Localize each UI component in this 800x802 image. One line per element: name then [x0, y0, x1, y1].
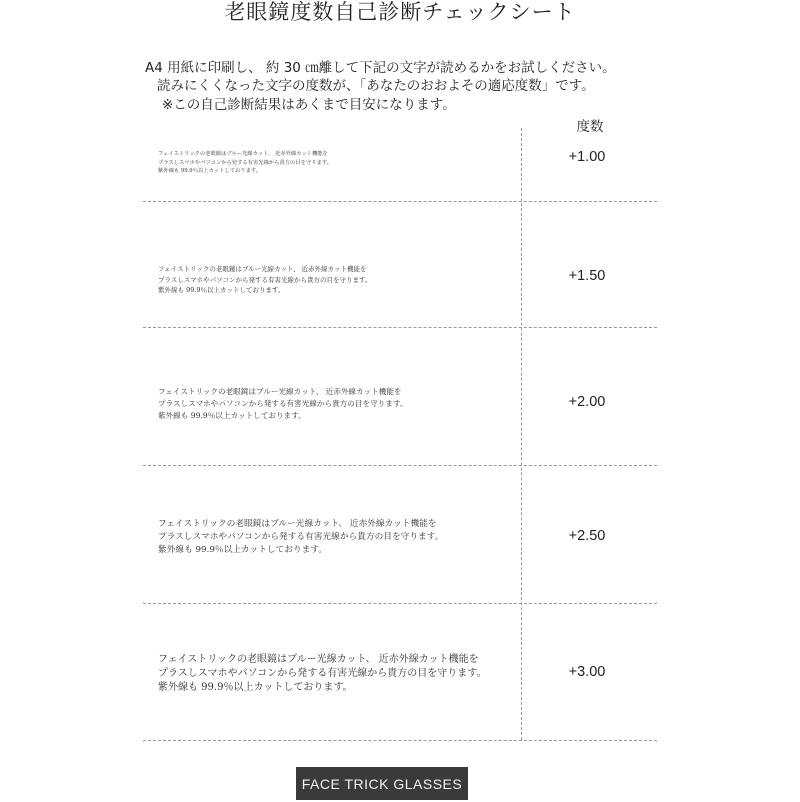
row-divider: [143, 740, 657, 741]
sample-line: フェイストリックの老眼鏡はブルー光線カット、 近赤外線カット機能を: [158, 519, 437, 529]
power-value-row-4: +2.50: [568, 528, 606, 544]
sample-text-row-5: [158, 653, 487, 695]
row-divider: [143, 465, 657, 466]
row-divider: [143, 603, 657, 604]
row-divider: [143, 327, 657, 328]
sample-line: プラスしスマホやパソコンから発する有害光線から貴方の目を守ります。: [158, 275, 372, 284]
sample-line: プラスしスマホやパソコンから発する有害光線から貴方の目を守ります。: [158, 532, 444, 542]
sample-line: 紫外線も 99.9％以上カットしております。: [158, 286, 285, 294]
intro-line-3: ※この自己診断結果はあくまで目安になります。: [162, 97, 456, 113]
power-value-row-5: +3.00: [568, 664, 606, 680]
power-value-row-3: +2.00: [568, 394, 606, 410]
sample-text-row-4: [158, 518, 443, 557]
sample-line: フェイストリックの老眼鏡はブルー光線カット、 近赤外線カット機能を: [158, 265, 367, 273]
sample-text-row-1: [158, 150, 332, 176]
power-value-row-2: +1.50: [568, 268, 606, 284]
intro-line-2: 読みにくくなった文字の度数が、「あなたのおおよその適応度数」です。: [157, 78, 595, 94]
sample-line: プラスしスマホやパソコンから発する有害光線から貴方の目を守ります。: [158, 159, 333, 166]
sample-text-row-3: [158, 386, 407, 421]
power-column-header: 度数: [576, 119, 604, 135]
intro-line-1: A4 用紙に印刷し、 約 30 ㎝離して下記の文字が読めるかをお試しください。: [145, 60, 616, 76]
sample-line: プラスしスマホやパソコンから発する有害光線から貴方の目を守ります。: [158, 398, 408, 408]
row-divider: [143, 201, 657, 202]
sample-line: 紫外線も 99.9％以上カットしております。: [158, 168, 262, 174]
vertical-divider: [521, 128, 522, 740]
sample-line: プラスしスマホやパソコンから発する有害光線から貴方の目を守ります。: [158, 668, 487, 679]
sample-line: 紫外線も 99.9％以上カットしております。: [158, 545, 328, 555]
sample-line: フェイストリックの老眼鏡はブルー光線カット、 近赤外線カット機能を: [158, 151, 328, 157]
sample-line: フェイストリックの老眼鏡はブルー光線カット、 近赤外線カット機能を: [158, 654, 479, 665]
sample-line: 紫外線も 99.9％以上カットしております。: [158, 410, 306, 420]
page-title: 老眼鏡度数自己診断チェックシート: [224, 0, 576, 24]
sample-text-row-2: [158, 264, 372, 296]
sample-line: フェイストリックの老眼鏡はブルー光線カット、 近赤外線カット機能を: [158, 387, 402, 396]
sample-line: 紫外線も 99.9％以上カットしております。: [158, 682, 353, 693]
brand-label: FACE TRICK GLASSES: [296, 767, 468, 800]
power-value-row-1: +1.00: [568, 149, 606, 165]
